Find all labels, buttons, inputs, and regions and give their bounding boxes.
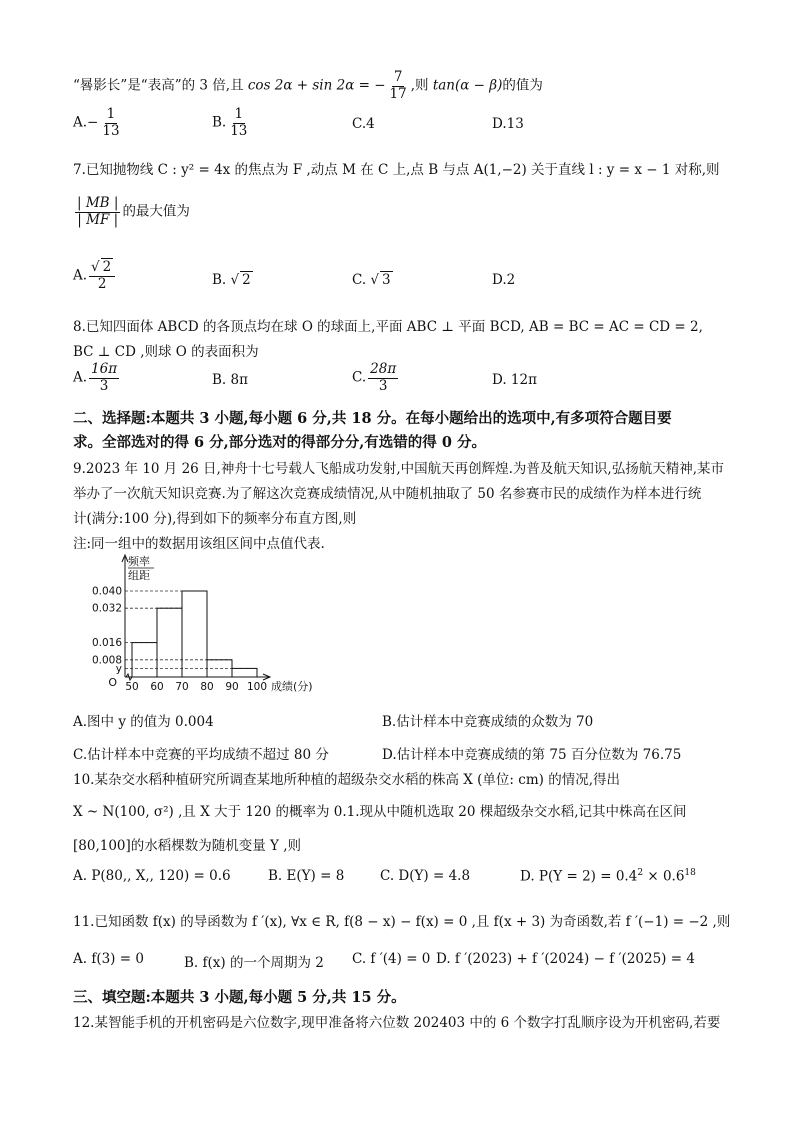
q8-option-b[interactable]: B. 8π: [212, 372, 248, 388]
q7-stem-2: $\frac{| MB |}{| MF |}$ 的最大值为: [77, 195, 190, 228]
section2-heading: 二、选择题:本题共 3 小题,每小题 6 分,共 18 分。在每小题给出的选项中,有多项符合题目要: [73, 410, 672, 427]
y-tick-label: 0.032: [91, 602, 122, 615]
section2-heading-2: 求。全部选对的得 6 分,部分选对的得部分分,有选错的得 0 分。: [73, 434, 486, 451]
x-axis-label: 成绩(分): [271, 680, 313, 693]
q7-option-d[interactable]: D.2: [492, 272, 516, 288]
q9-stem: 9.2023 年 10 月 26 日,神舟十七号载人飞船成功发射,中国航天再创辉煌.为普及航天知识,弘扬航天精神,某市: [73, 461, 725, 477]
x-tick-label: 90: [225, 681, 239, 693]
q6-stem: “晷影长”是“表高”的 3 倍,且 cos 2α + sin 2α = − $\frac{7}{17}$ ,则 tan(α − β)的值为: [73, 69, 543, 102]
q9-option-a[interactable]: A.图中 y 的值为 0.004: [73, 714, 214, 730]
histogram-bar: [157, 608, 182, 677]
x-tick-label: 70: [175, 681, 189, 693]
x-tick-label: 100: [246, 681, 268, 693]
q9-note: 注:同一组中的数据用该组区间中点值代表.: [73, 536, 325, 552]
q12-stem: 12.某智能手机的开机密码是六位数字,现甲准备将六位数 202403 中的 6 个数字打乱顺序设为开机密码,若要: [73, 1015, 721, 1031]
q9-option-d[interactable]: D.估计样本中竞赛成绩的第 75 百分位数为 76.75: [382, 747, 682, 763]
q6-option-c[interactable]: C.4: [352, 116, 375, 132]
q11-stem: 11.已知函数 f(x) 的导函数为 f ′(x), ∀x ∈ R, f(8 − x) − f(x) = 0 ,且 f(x + 3) 为奇函数,若 f ′(−1) = −2 ,则: [73, 914, 731, 930]
q11-option-b[interactable]: B. f(x) 的一个周期为 2: [184, 955, 324, 971]
y-label-top: 频率: [128, 555, 150, 568]
q10-option-c[interactable]: C. D(Y) = 4.8: [380, 868, 471, 884]
q10-stem-3: [80,100]的水稻棵数为随机变量 Y ,则: [73, 838, 302, 854]
q11-option-d[interactable]: D. f ′(2023) + f ′(2024) − f ′(2025) = 4: [436, 951, 695, 967]
y-label-bottom: 组距: [128, 569, 150, 582]
x-tick-label: 50: [125, 681, 139, 693]
frequency-histogram: [70, 553, 350, 698]
q8-option-c[interactable]: C. $\frac{28\pi}{3}$: [352, 361, 397, 394]
y-tick-label: 0.040: [91, 585, 122, 598]
q9-option-c[interactable]: C.估计样本中竞赛的平均成绩不超过 80 分: [73, 747, 329, 763]
q11-option-a[interactable]: A. f(3) = 0: [73, 951, 144, 967]
x-tick-label: 60: [150, 681, 164, 693]
q10-option-b[interactable]: B. E(Y) = 8: [268, 868, 345, 884]
q7-option-c[interactable]: C. √ 3: [352, 272, 391, 288]
q6-fraction: $\frac{7}{17}$: [389, 69, 407, 102]
histogram-bar: [232, 668, 257, 677]
y-tick-label: y: [115, 662, 122, 675]
q10-option-a[interactable]: A. P(80,, X,, 120) = 0.6: [73, 868, 231, 884]
q8-stem-2: BC ⊥ CD ,则球 O 的表面积为: [73, 344, 259, 360]
q11-option-c[interactable]: C. f ′(4) = 0: [352, 951, 431, 967]
q8-option-d[interactable]: D. 12π: [492, 372, 537, 388]
histogram-bar: [182, 591, 207, 677]
q8-option-a[interactable]: A. $\frac{16\pi}{3}$: [73, 361, 118, 394]
q9-stem-2: 举办了一次航天知识竞赛.为了解这次竞赛成绩情况,从中随机抽取了 50 名参赛市民的成绩作为样本进行统: [73, 486, 702, 502]
q10-option-d[interactable]: D. $P(Y = 2) = 0.4^2 \times 0.6^{18}$: [520, 868, 696, 885]
q10-stem-2: X ~ N(100, σ²) ,且 X 大于 120 的概率为 0.1.现从中随机选取 20 棵超级杂交水稻,记其中株高在区间: [73, 804, 687, 820]
section3-heading: 三、填空题:本题共 3 小题,每小题 5 分,共 15 分。: [73, 989, 406, 1006]
q6-option-d[interactable]: D.13: [492, 116, 524, 132]
q6-option-a[interactable]: A.− $\frac{1}{13}$: [73, 106, 120, 139]
y-tick-label: 0.016: [91, 637, 122, 650]
q9-stem-3: 计(满分:100 分),得到如下的频率分布直方图,则: [73, 511, 357, 527]
y-tick-label: 0.008: [91, 654, 122, 667]
q6-option-b[interactable]: B. $\frac{1}{13}$: [212, 106, 248, 139]
x-tick-label: 80: [200, 681, 214, 693]
q8-stem: 8.已知四面体 ABCD 的各顶点均在球 O 的球面上,平面 ABC ⊥ 平面 BCD, AB = BC = AC = CD = 2,: [73, 319, 703, 335]
q7-stem: 7.已知抛物线 C : y² = 4x 的焦点为 F ,动点 M 在 C 上,点 B 与点 A(1,−2) 关于直线 l : y = x − 1 对称,则: [73, 162, 720, 178]
origin-label: O: [108, 676, 117, 689]
q9-option-b[interactable]: B.估计样本中竞赛成绩的众数为 70: [382, 714, 594, 730]
q10-stem: 10.某杂交水稻种植研究所调查某地所种植的超级杂交水稻的株高 X (单位: cm) 的情况,得出: [73, 772, 620, 788]
q7-option-a[interactable]: A. $\frac{√ 2}{2}$: [73, 260, 117, 292]
q7-option-b[interactable]: B. √ 2: [212, 272, 251, 288]
